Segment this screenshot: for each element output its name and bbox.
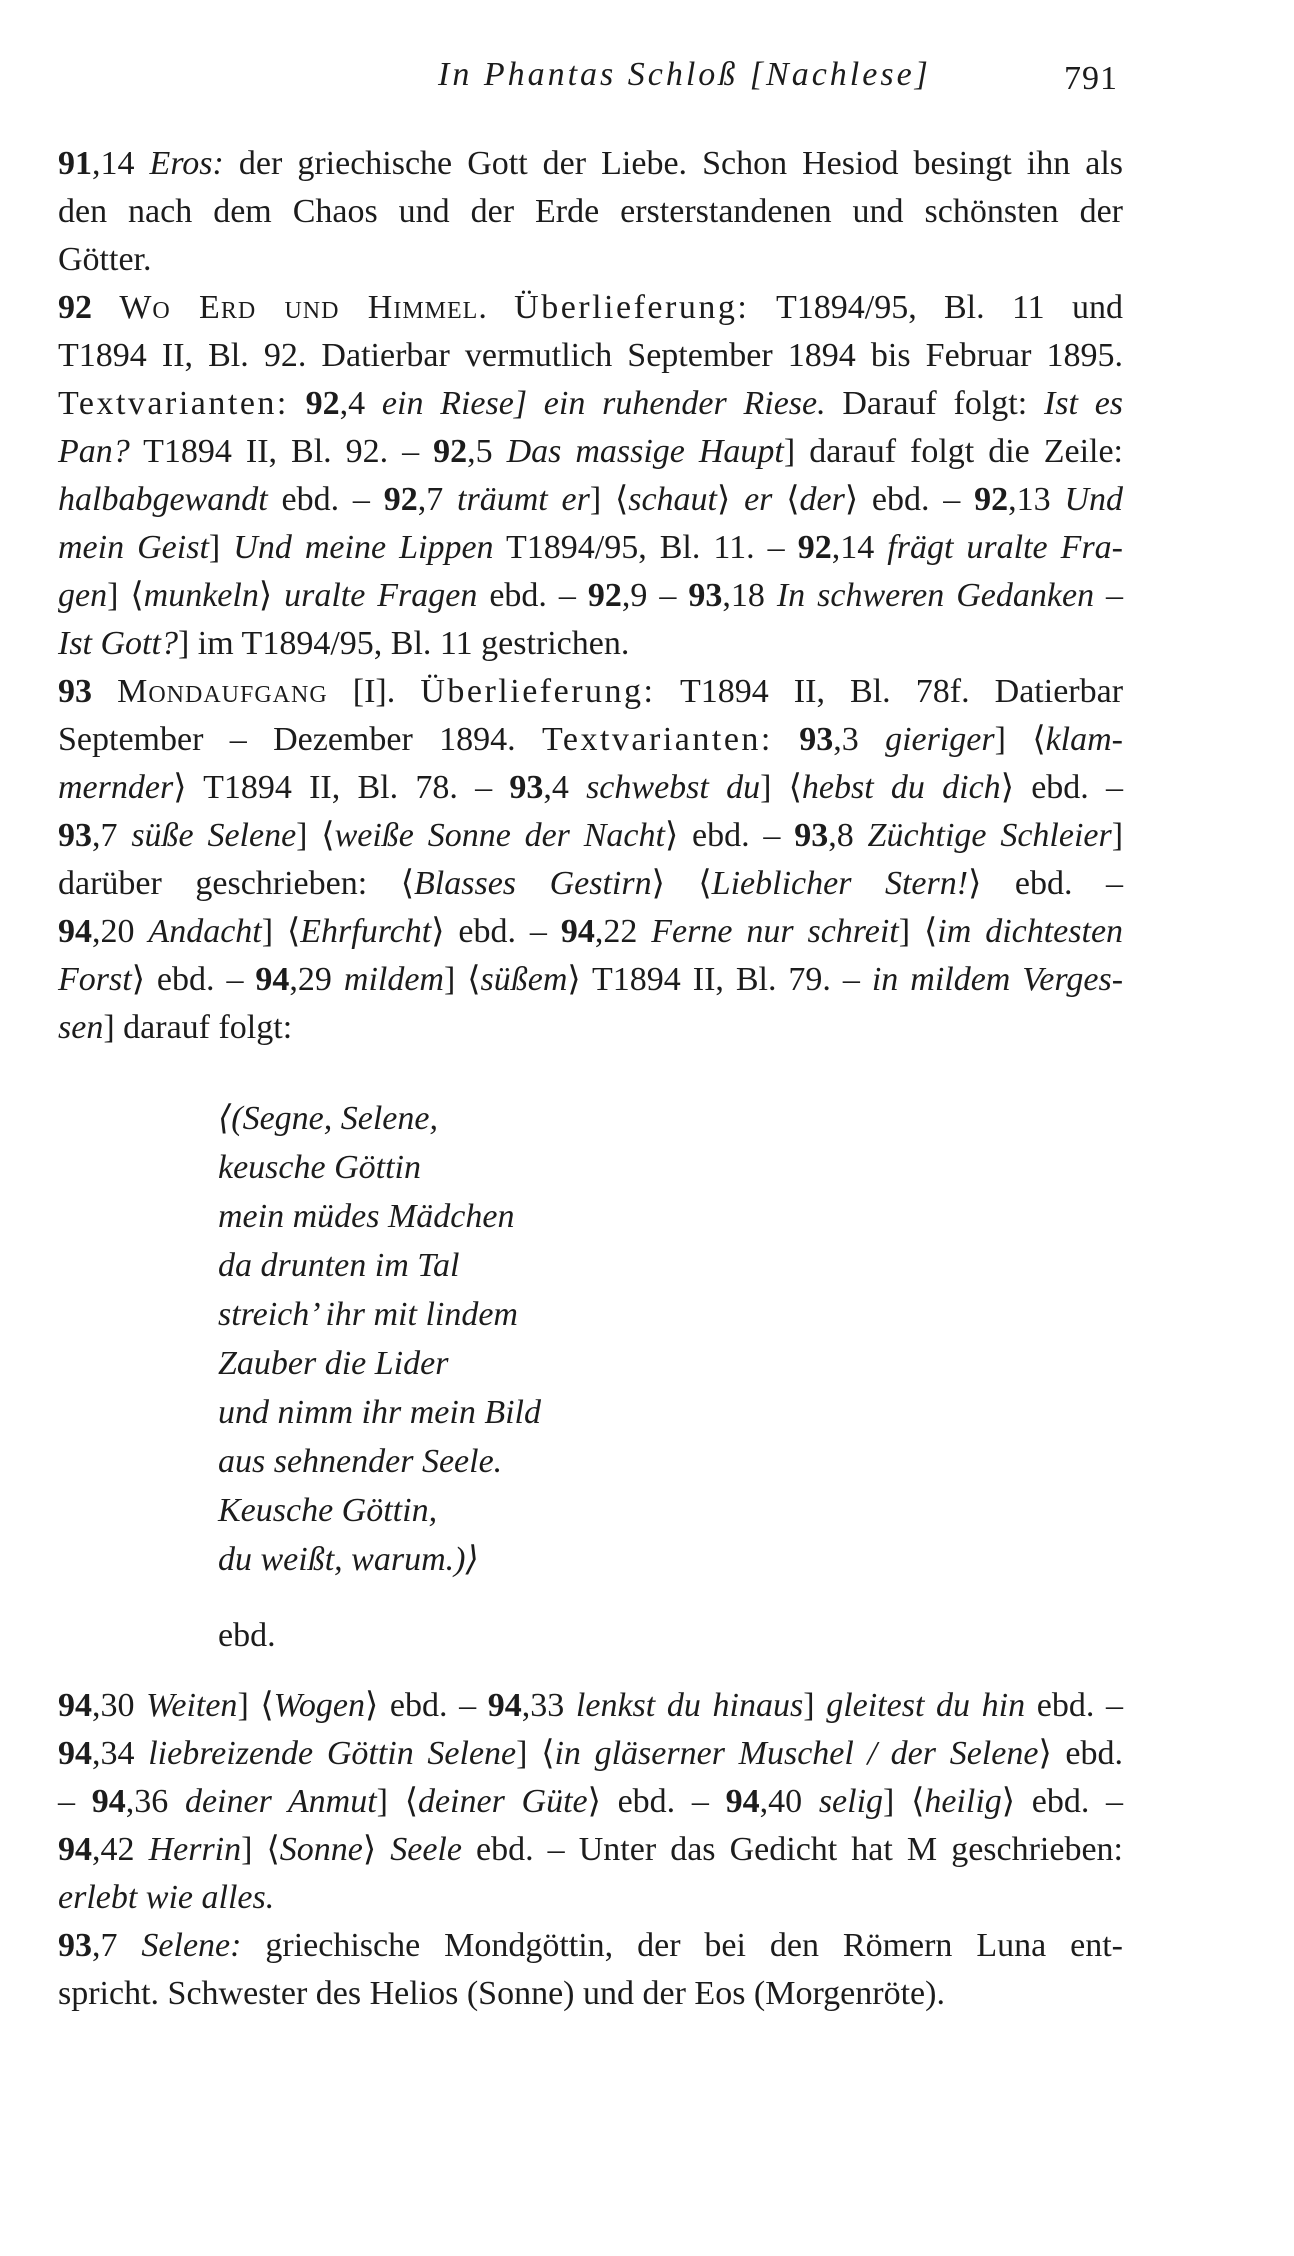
text-run: ,33 [521, 1687, 576, 1724]
poem-line: und nimm ihr mein Bild [218, 1394, 541, 1431]
lemma-text: klam- [1045, 721, 1124, 758]
line-reference: 93 [58, 1927, 92, 1964]
text-run [773, 721, 799, 758]
lemma-text: heilig [924, 1783, 1002, 1820]
poem-title: Wo Erd und Himmel [119, 289, 479, 326]
lemma-text: er [744, 481, 773, 518]
line-reference: 92 [587, 577, 622, 614]
running-header [0, 50, 1294, 100]
lemma-text: gieriger [885, 721, 995, 758]
text-line [58, 908, 1123, 956]
lemma-text: Lieblicher Stern! [711, 865, 969, 902]
lemma-text: Züchtige Schleier [867, 817, 1112, 854]
text-line [58, 380, 1123, 428]
text-run: ] [208, 529, 234, 566]
text-run: ⟩ ebd. [1038, 1735, 1124, 1772]
text-line [58, 428, 1123, 476]
text-run: ] darauf folgt: [103, 1009, 293, 1046]
text-run: ⟩ ebd. – [664, 817, 795, 854]
lemma-text: Forst [58, 961, 132, 998]
text-run: ⟩ [362, 1831, 391, 1868]
line-reference: 94 [58, 913, 92, 950]
lemma-text: Eros: [149, 145, 224, 182]
text-run: ] ⟨ [443, 961, 481, 998]
line-reference: 94 [58, 1735, 92, 1772]
text-run: darüber geschrieben: ⟨ [58, 865, 415, 902]
text-run: ] ⟨ [760, 769, 802, 806]
text-run: der griechische Gott der Liebe. Schon Hesiod besingt ihn als [223, 145, 1124, 182]
text-run: den nach dem Chaos und der Erde ersterstandenen und schönsten der [58, 193, 1123, 230]
lemma-text: ein Riese] ein ruhender Riese. [381, 385, 826, 422]
text-line [58, 476, 1123, 524]
lemma-text: deiner Anmut [184, 1783, 377, 1820]
text-run: ⟩ ebd. – [1001, 1783, 1124, 1820]
lemma-text: halbabgewandt [58, 481, 268, 518]
text-run: ] im T1894/95, Bl. 11 gestrichen. [177, 625, 630, 662]
lemma-text: der [799, 481, 845, 518]
lemma-text: frägt uralte Fra- [887, 529, 1124, 566]
lemma-text: schwebst du [586, 769, 761, 806]
text-run: ,20 [92, 913, 149, 950]
section-label: Überlieferung: [514, 289, 750, 326]
text-run: ] [803, 1687, 827, 1724]
text-line [58, 956, 1123, 1004]
text-run: ,9 – [621, 577, 689, 614]
lemma-text: schaut [628, 481, 718, 518]
lemma-text: mernder [58, 769, 174, 806]
line-reference: 93 [794, 817, 829, 854]
text-run: ,13 [1008, 481, 1065, 518]
lemma-text: Ist es [1043, 385, 1124, 422]
text-run: ,7 [417, 481, 458, 518]
text-line [58, 284, 1123, 332]
text-run: ,7 [92, 817, 132, 854]
text-line [58, 1730, 1123, 1778]
lemma-text: Ist Gott? [58, 625, 178, 662]
text-run: ] ⟨ [296, 817, 335, 854]
section-label: Überlieferung: [420, 673, 656, 710]
lemma-text: träumt er [457, 481, 590, 518]
text-line [58, 1778, 1123, 1826]
text-line [58, 1682, 1123, 1730]
lemma-text: Und meine Lippen [233, 529, 494, 566]
poem-line: aus sehnender Seele. [218, 1443, 503, 1480]
text-run: September – Dezember 1894. [58, 721, 542, 758]
text-run: ebd. – [267, 481, 384, 518]
text-run: ⟩ ebd. – [844, 481, 975, 518]
text-line [58, 1004, 1123, 1052]
text-line [58, 524, 1123, 572]
line-reference: 94 [58, 1687, 92, 1724]
text-run: ] ⟨ [883, 1783, 925, 1820]
poem-line: ⟨(Segne, Selene, [218, 1100, 438, 1137]
poem-source-ref: ebd. [218, 1617, 276, 1654]
lemma-text: Sonne [279, 1831, 363, 1868]
text-run: ,34 [92, 1735, 149, 1772]
poem-line: du weißt, warum.)⟩ [218, 1541, 479, 1578]
lemma-text: Pan? [58, 433, 130, 470]
lemma-text: weiße Sonne der Nacht [334, 817, 665, 854]
text-run: ] ⟨ [237, 1687, 274, 1724]
lemma-text: hebst du dich [801, 769, 1001, 806]
lemma-text: Wogen [273, 1687, 365, 1724]
text-line [58, 1922, 1123, 1970]
text-run: ,40 [759, 1783, 819, 1820]
running-title: In Phantas Schloß [Nachlese] [438, 56, 931, 93]
lemma-text: Selene: [141, 1927, 242, 1964]
section-label: Textvarianten: [542, 721, 773, 758]
text-run: T1894/95, Bl. 11 und [749, 289, 1123, 326]
text-line [58, 860, 1123, 908]
text-run: ,18 [722, 577, 777, 614]
lemma-text: munkeln [143, 577, 259, 614]
text-run: ] ⟨ [994, 721, 1046, 758]
section-label: Textvarianten: [58, 385, 289, 422]
text-run: ] ⟨ [241, 1831, 280, 1868]
text-run: ] darauf folgt die Zeile: [783, 433, 1123, 470]
text-run: T1894/95, Bl. 11. – [493, 529, 798, 566]
text-run: Götter. [58, 241, 152, 278]
poem-line: Zauber die Lider [218, 1345, 449, 1382]
lemma-text: in mildem Verges- [871, 961, 1124, 998]
text-run: ,14 [92, 145, 150, 182]
text-run: ⟩ ebd. – [364, 1687, 488, 1724]
line-reference: 92 [433, 433, 468, 470]
text-run: ] ⟨ [516, 1735, 555, 1772]
lemma-text: selig [818, 1783, 884, 1820]
lemma-text: Blasses Gestirn [414, 865, 652, 902]
text-run: ] ⟨ [107, 577, 144, 614]
lemma-text: im dichtesten [937, 913, 1124, 950]
line-reference: 92 [797, 529, 832, 566]
line-reference: 92 [383, 481, 418, 518]
line-reference: 93 [58, 817, 92, 854]
text-run: ,22 [594, 913, 652, 950]
lemma-text: süßem [480, 961, 568, 998]
page-number: 791 [1064, 60, 1118, 97]
line-reference: 94 [560, 913, 595, 950]
text-run: ebd. – Unter das Gedicht hat M geschrieben: [461, 1831, 1124, 1868]
text-line [58, 140, 1123, 188]
text-line [58, 332, 1123, 380]
lemma-text: Andacht [148, 913, 262, 950]
line-reference: 91 [58, 145, 92, 182]
text-run: ] ⟨ [261, 913, 301, 950]
text-run: . [478, 289, 515, 326]
text-run: ⟨ [772, 481, 800, 518]
line-reference: 93 [509, 769, 544, 806]
text-run: ] ⟨ [898, 913, 938, 950]
text-line [58, 812, 1123, 860]
lemma-text: mein Geist [58, 529, 209, 566]
lemma-text: Herrin [148, 1831, 242, 1868]
poem-line: streich’ ihr mit lindem [218, 1296, 518, 1333]
text-run: ⟩ [258, 577, 285, 614]
lemma-text: mildem [343, 961, 444, 998]
lemma-text: Seele [390, 1831, 462, 1868]
text-run: ,7 [92, 1927, 142, 1964]
text-run: ⟩ ebd. – [431, 913, 561, 950]
text-run: ⟩ ⟨ [651, 865, 712, 902]
text-line [58, 764, 1123, 812]
text-run: ] [1111, 817, 1124, 854]
text-line [58, 620, 1123, 668]
line-reference: 92 [974, 481, 1009, 518]
text-line [58, 572, 1123, 620]
text-run: ⟩ T1894 II, Bl. 79. – [567, 961, 872, 998]
text-run: T1894 II, Bl. 92. – [129, 433, 434, 470]
line-reference: 94 [91, 1783, 126, 1820]
text-run: ] ⟨ [589, 481, 629, 518]
text-run: ,5 [467, 433, 507, 470]
line-reference: 94 [255, 961, 290, 998]
lemma-text: sen [58, 1009, 104, 1046]
text-line [58, 1970, 1123, 2018]
text-run [289, 385, 306, 422]
text-run: ,14 [831, 529, 888, 566]
lemma-text: In schweren Gedanken – [776, 577, 1124, 614]
lemma-text: in gläserner Muschel / der Selene [554, 1735, 1039, 1772]
line-reference: 93 [799, 721, 834, 758]
lemma-text: gen [58, 577, 108, 614]
text-run: ,29 [289, 961, 344, 998]
lemma-text: uralte Fragen [284, 577, 478, 614]
text-run: ,3 [833, 721, 886, 758]
text-run [92, 289, 119, 326]
lemma-text: lenkst du hinaus [575, 1687, 804, 1724]
line-reference: 94 [487, 1687, 522, 1724]
lemma-text: Ferne nur schreit [651, 913, 899, 950]
lemma-text: erlebt wie alles. [58, 1879, 275, 1916]
text-run [92, 673, 117, 710]
text-run: spricht. Schwester des Helios (Sonne) und der Eos (Morgenröte). [58, 1975, 945, 2012]
lemma-text: Ehrfurcht [300, 913, 432, 950]
line-reference: 93 [688, 577, 723, 614]
text-run: ⟩ ebd. – [1000, 769, 1124, 806]
lemma-text: gleitest du hin [826, 1687, 1026, 1724]
text-line [58, 188, 1123, 236]
text-run: ,4 [339, 385, 382, 422]
text-run: ⟩ ebd. – [587, 1783, 726, 1820]
text-line [58, 1826, 1123, 1874]
text-run: ] ⟨ [376, 1783, 418, 1820]
line-reference: 94 [58, 1831, 92, 1868]
text-run: ,4 [543, 769, 587, 806]
line-reference: 92 [58, 289, 92, 326]
text-line [58, 236, 1123, 284]
text-line [58, 668, 1123, 716]
lemma-text: süße Selene [131, 817, 297, 854]
lemma-text: Weiten [146, 1687, 238, 1724]
text-run: ,36 [125, 1783, 185, 1820]
poem-title: Mondaufgang [117, 673, 328, 710]
text-run: Darauf folgt: [825, 385, 1044, 422]
text-run: ⟩ [717, 481, 745, 518]
text-run: ⟩ T1894 II, Bl. 78. – [173, 769, 510, 806]
text-line [58, 1874, 1123, 1922]
text-run: ,8 [828, 817, 868, 854]
text-run: ,42 [92, 1831, 149, 1868]
text-run: griechische Mondgöttin, der bei den Römern Luna ent- [241, 1927, 1123, 1964]
lemma-text: deiner Güte [417, 1783, 588, 1820]
poem-line: keusche Göttin [218, 1149, 421, 1186]
poem-line: mein müdes Mädchen [218, 1198, 515, 1235]
poem-line: da drunten im Tal [218, 1247, 460, 1284]
text-line [58, 716, 1123, 764]
text-run: ⟩ ebd. – [968, 865, 1124, 902]
lemma-text: Und [1064, 481, 1123, 518]
poem-line: Keusche Göttin, [218, 1492, 438, 1529]
line-reference: 92 [305, 385, 340, 422]
text-run: – [58, 1783, 92, 1820]
text-run: T1894 II, Bl. 78f. Datierbar [655, 673, 1124, 710]
text-run: ,30 [92, 1687, 147, 1724]
text-run: ebd. – [477, 577, 588, 614]
text-run: ⟩ ebd. – [131, 961, 256, 998]
line-reference: 94 [725, 1783, 760, 1820]
line-reference: 93 [58, 673, 92, 710]
text-run: [I]. [327, 673, 421, 710]
lemma-text: liebreizende Göttin Selene [148, 1735, 517, 1772]
text-run: T1894 II, Bl. 92. Datierbar vermutlich September 1894 bis Februar 1895. [58, 337, 1123, 374]
lemma-text: Das massige Haupt [506, 433, 784, 470]
text-run: ebd. – [1025, 1687, 1124, 1724]
